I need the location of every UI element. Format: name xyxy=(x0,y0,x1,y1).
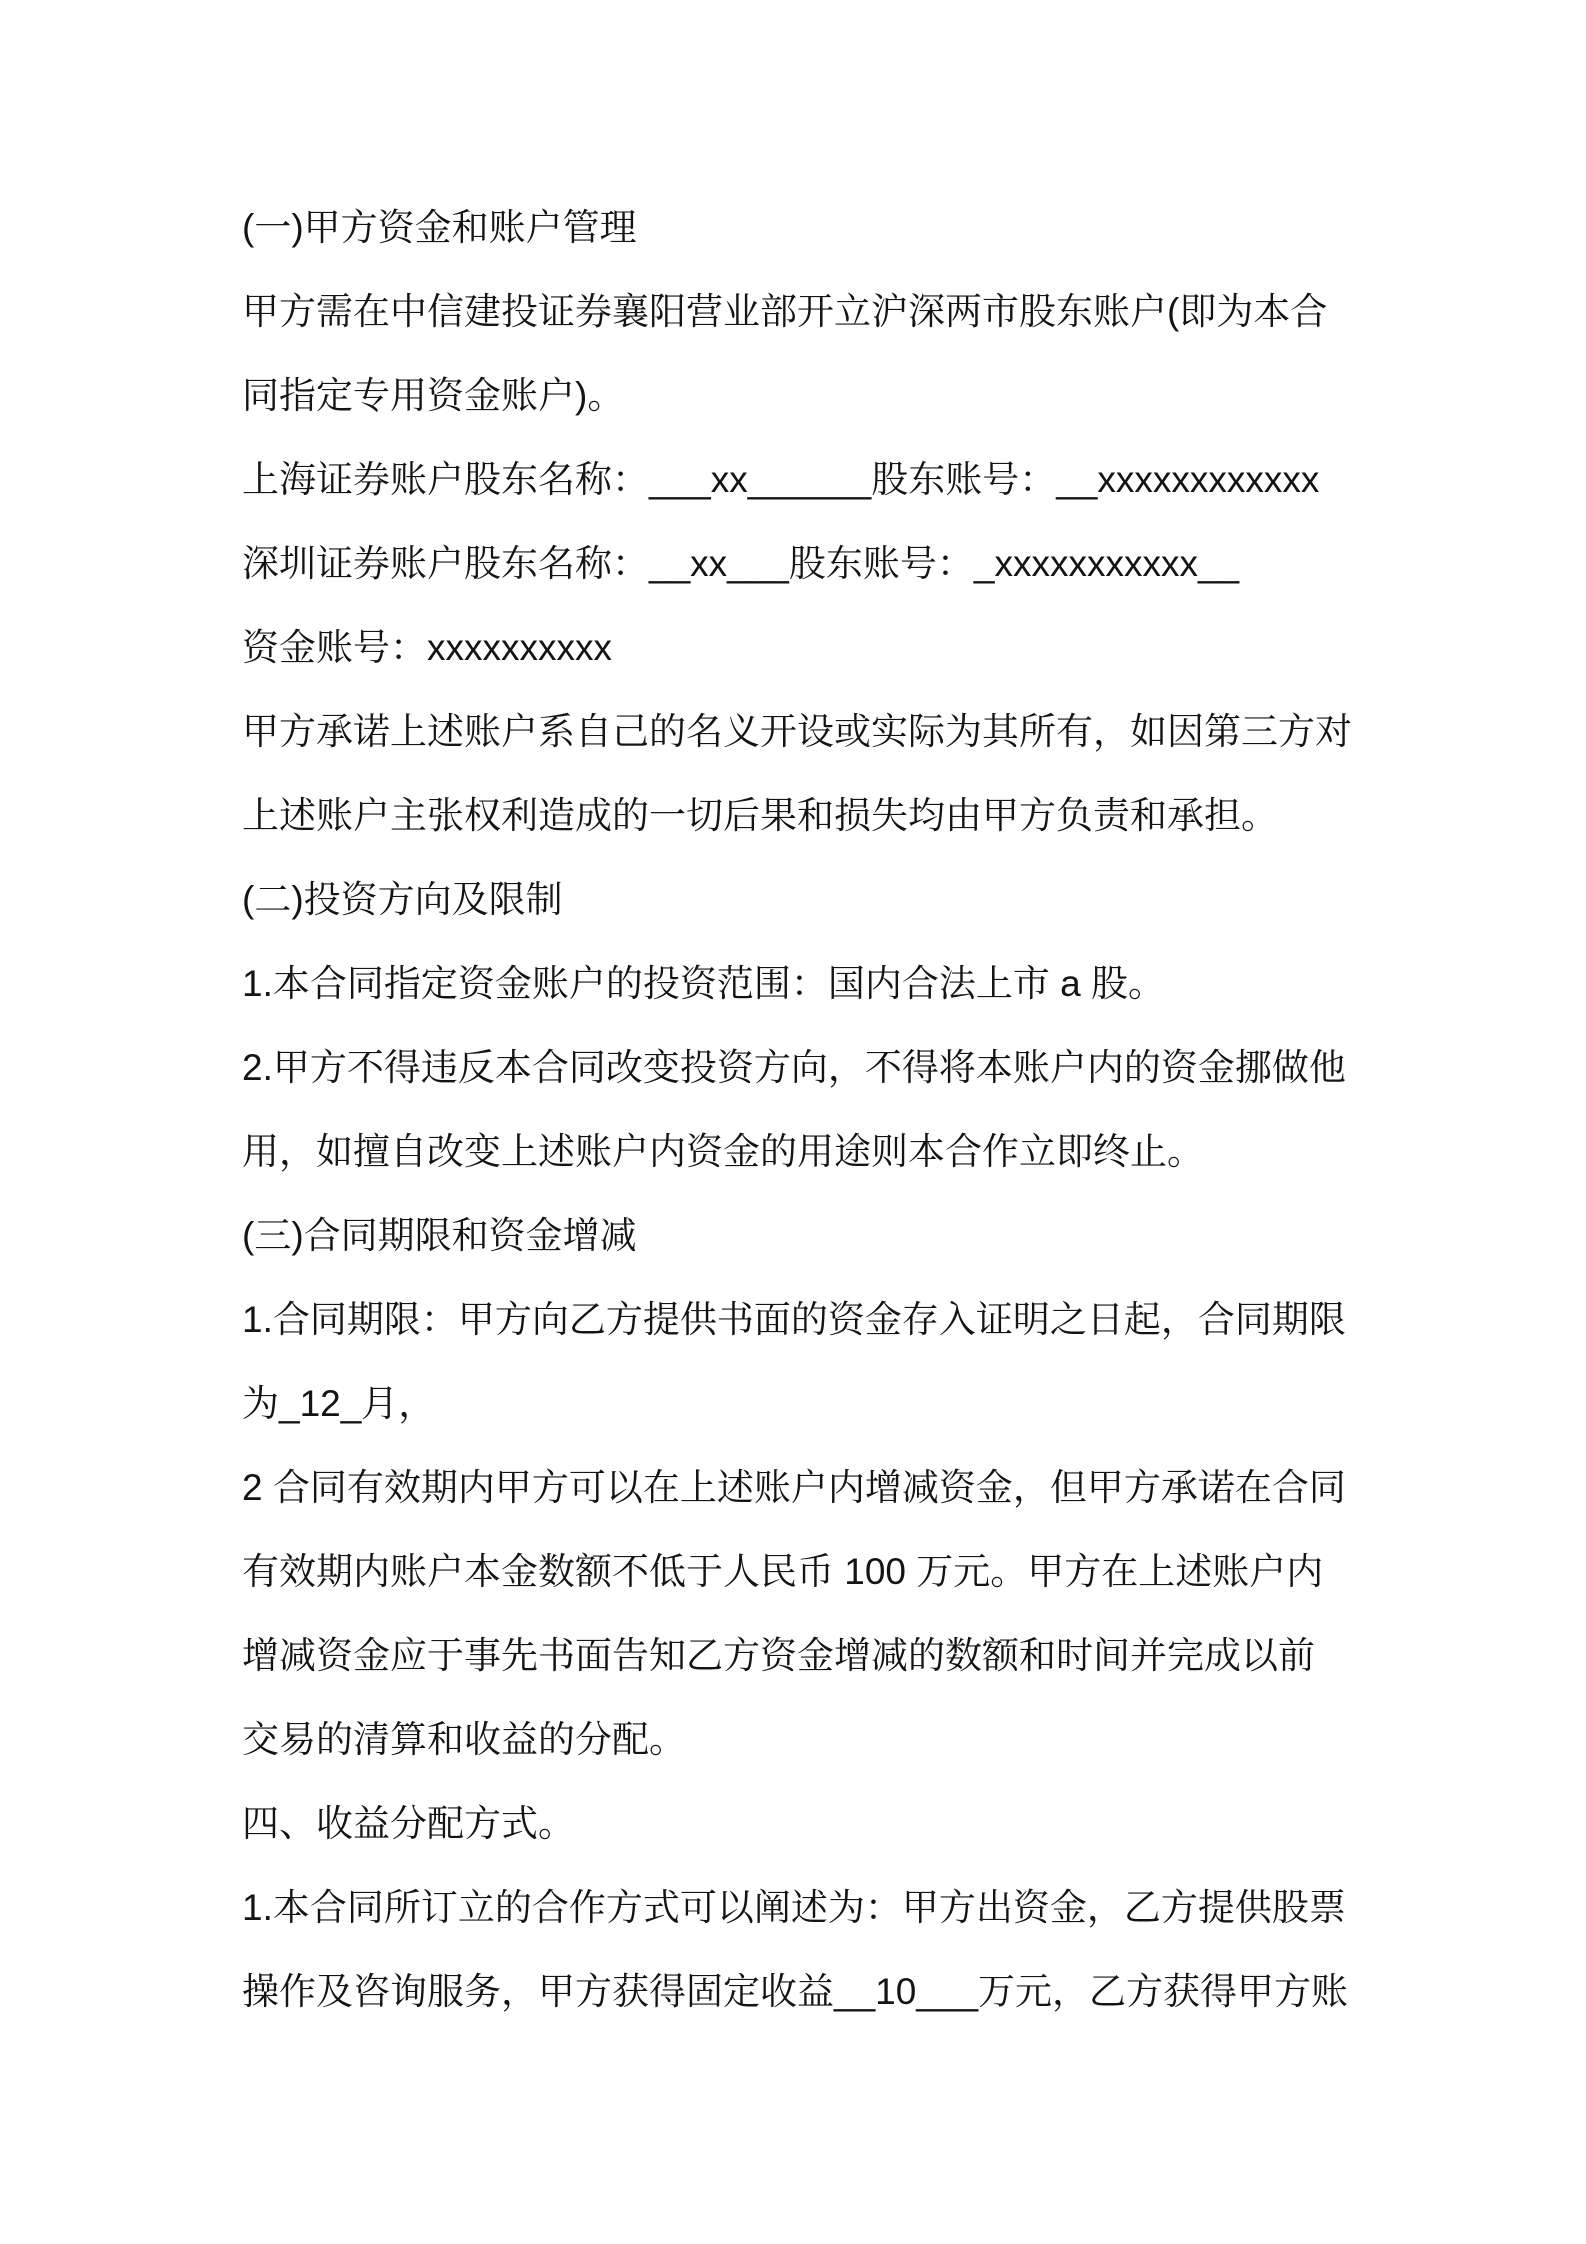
section-heading-term: (三)合同期限和资金增减 xyxy=(242,1215,637,1256)
paragraph-line: 增减资金应于事先书面告知乙方资金增减的数额和时间并完成以前 xyxy=(242,1635,1315,1676)
section-heading-fund-account: (一)甲方资金和账户管理 xyxy=(242,207,637,248)
paragraph-line: 1.合同期限：甲方向乙方提供书面的资金存入证明之日起，合同期限 xyxy=(242,1299,1346,1340)
paragraph-line: 2 合同有效期内甲方可以在上述账户内增减资金，但甲方承诺在合同 xyxy=(242,1467,1346,1508)
paragraph-line: 有效期内账户本金数额不低于人民币 100 万元。甲方在上述账户内 xyxy=(242,1551,1324,1592)
shenzhen-account-line: 深圳证券账户股东名称：__xx___股东账号：_xxxxxxxxxxx__ xyxy=(242,543,1240,584)
paragraph-line: 甲方承诺上述账户系自己的名义开设或实际为其所有，如因第三方对 xyxy=(242,711,1352,752)
paragraph-line: 同指定专用资金账户)。 xyxy=(242,375,625,416)
section-heading-profit: 四、收益分配方式。 xyxy=(242,1803,575,1844)
paragraph-line: 用，如擅自改变上述账户内资金的用途则本合作立即终止。 xyxy=(242,1131,1204,1172)
paragraph-line: 为_12_月， xyxy=(242,1383,436,1424)
paragraph-line: 上述账户主张权利造成的一切后果和损失均由甲方负责和承担。 xyxy=(242,795,1278,836)
paragraph-line: 操作及咨询服务，甲方获得固定收益__10___万元，乙方获得甲方账 xyxy=(242,1971,1349,2012)
shanghai-account-line: 上海证券账户股东名称：___xx______股东账号：__xxxxxxxxxxxx xyxy=(242,459,1320,500)
document-body xyxy=(242,186,1372,2034)
section-heading-investment: (二)投资方向及限制 xyxy=(242,879,563,920)
paragraph-line: 甲方需在中信建投证券襄阳营业部开立沪深两市股东账户(即为本合 xyxy=(242,291,1328,332)
paragraph-line: 交易的清算和收益的分配。 xyxy=(242,1719,686,1760)
paragraph-line: 1.本合同指定资金账户的投资范围：国内合法上市 a 股。 xyxy=(242,963,1165,1004)
paragraph-line: 1.本合同所订立的合作方式可以阐述为：甲方出资金，乙方提供股票 xyxy=(242,1887,1346,1928)
fund-account-line: 资金账号：xxxxxxxxxx xyxy=(242,627,612,668)
paragraph-line: 2.甲方不得违反本合同改变投资方向，不得将本账户内的资金挪做他 xyxy=(242,1047,1346,1088)
